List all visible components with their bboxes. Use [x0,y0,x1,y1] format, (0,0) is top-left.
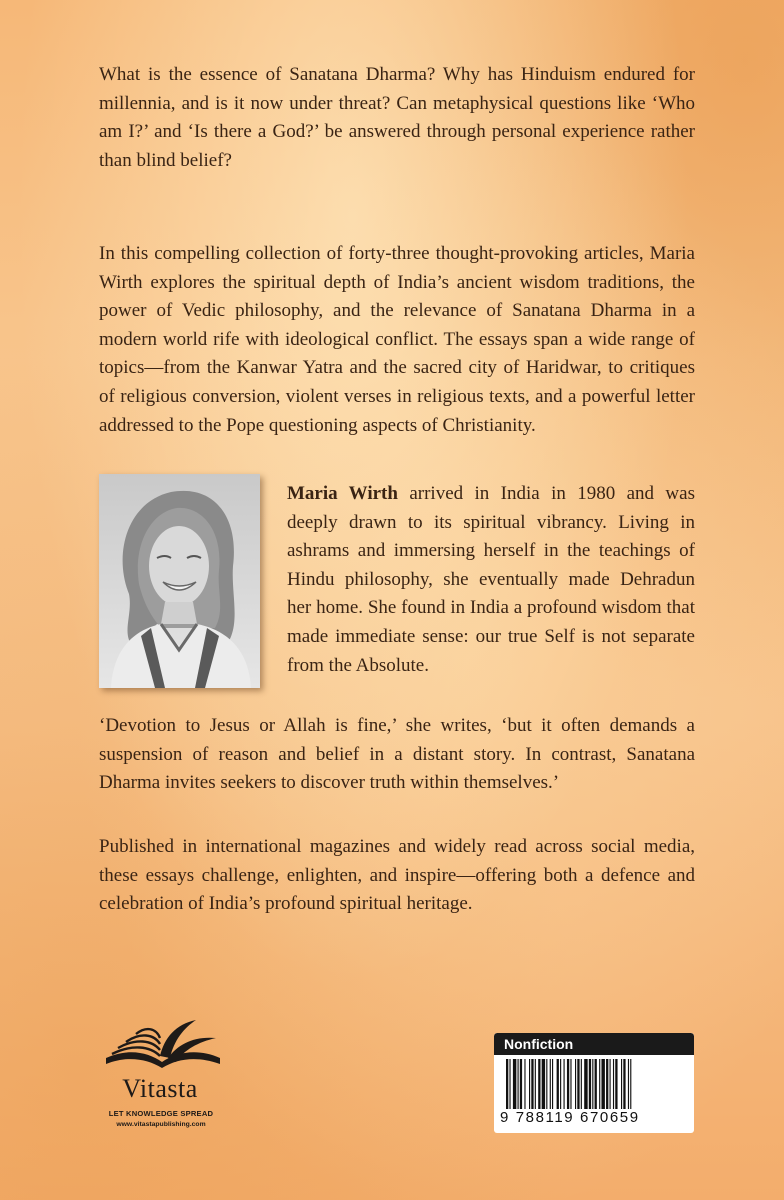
barcode-bar [567,1059,569,1109]
barcode-bar [550,1059,551,1109]
barcode-bar [601,1059,604,1109]
publisher-name: Vitasta [122,1074,198,1103]
author-name: Maria Wirth [287,483,398,504]
publisher-website: www.vitastapublishing.com [116,1121,206,1128]
publisher-tagline: LET KNOWLEDGE SPREAD [108,1109,214,1118]
barcode-bar [552,1059,553,1109]
barcode-bar [542,1059,545,1109]
barcode-bar [610,1059,611,1109]
book-bird-icon [98,1018,226,1078]
barcode-bar [621,1059,622,1109]
barcode-bar [546,1059,547,1109]
barcode-bar [531,1059,533,1109]
blurb-paragraph-3: ‘Devotion to Jesus or Allah is fine,’ she writes, ‘but it often demands a suspension of reason and belief in a distant story. In contrast, Sanatana Dharma invites seekers to discover truth within themselves.’ [99,715,695,794]
blurb-paragraph-4: Published in international magazines and widely read across social media, these essays challenge, enlighten, and inspire—offering both a defence and celebration of India’s profound spiritual heritage. [99,836,695,915]
blurb-paragraph-2: In this compelling collection of forty-three thought-provoking articles, Maria Wirth explores the spiritual depth of India’s ancient wisdom traditions, the power of Vedic philosophy, and the relevance of Sanatana Dharma in a modern world rife with ideological conflict. The essays span a wide range of topics—from the Kanwar Yatra and the sacred city of Haridwar, to critiques of religious conversion, violent verses in religious texts, and a powerful letter addressed to the Pope questioning aspects of Christianity. [99,243,695,436]
publisher-logo [98,1018,226,1136]
barcode-bar [538,1059,540,1109]
barcode-bar [560,1059,561,1109]
barcode-bar [529,1059,530,1109]
isbn-number: 9 788119 670659 [500,1109,640,1126]
barcode-bar [518,1059,519,1109]
barcode-bar [595,1059,597,1109]
barcode-panel [494,1033,694,1133]
barcode-bar [577,1059,579,1109]
barcode-bar [513,1059,516,1109]
barcode-bar [520,1059,522,1109]
isbn-barcode [504,1059,684,1111]
barcode-bar [599,1059,600,1109]
barcode-bar [623,1059,625,1109]
category-label: Nonfiction [494,1033,694,1055]
barcode-bar [506,1059,508,1109]
author-bio-text: arrived in India in 1980 and was deeply drawn to its spiritual vibrancy. Living in ashrams and immersing herself in the teachings of Hindu philosophy, she eventually made Dehradun her home. She found in India a profound wisdom that made immediate sense: our true Self is not separate from the Absolute. [287,483,695,676]
barcode-bar [630,1059,631,1109]
barcode-bar [509,1059,510,1109]
barcode-bar [575,1059,576,1109]
barcode-bar [628,1059,629,1109]
barcode-bar [592,1059,593,1109]
blurb-paragraph-1: What is the essence of Sanatana Dharma? Why has Hinduism endured for millennia, and is it now under threat? Can metaphysical questions like ‘Who am I?’ and ‘Is there a God?’ be answered through personal experience rather than blind belief? [99,64,695,171]
barcode-bar [615,1059,617,1109]
barcode-bar [589,1059,591,1109]
barcode-bar [570,1059,571,1109]
author-bio [287,480,695,680]
barcode-bar [524,1059,525,1109]
barcode-bar [557,1059,559,1109]
barcode-bar [564,1059,565,1109]
barcode-bar [613,1059,614,1109]
barcode-bar [535,1059,536,1109]
barcode-bar [606,1059,608,1109]
barcode-bar [584,1059,587,1109]
barcode-bar [581,1059,582,1109]
author-photo [99,474,260,688]
